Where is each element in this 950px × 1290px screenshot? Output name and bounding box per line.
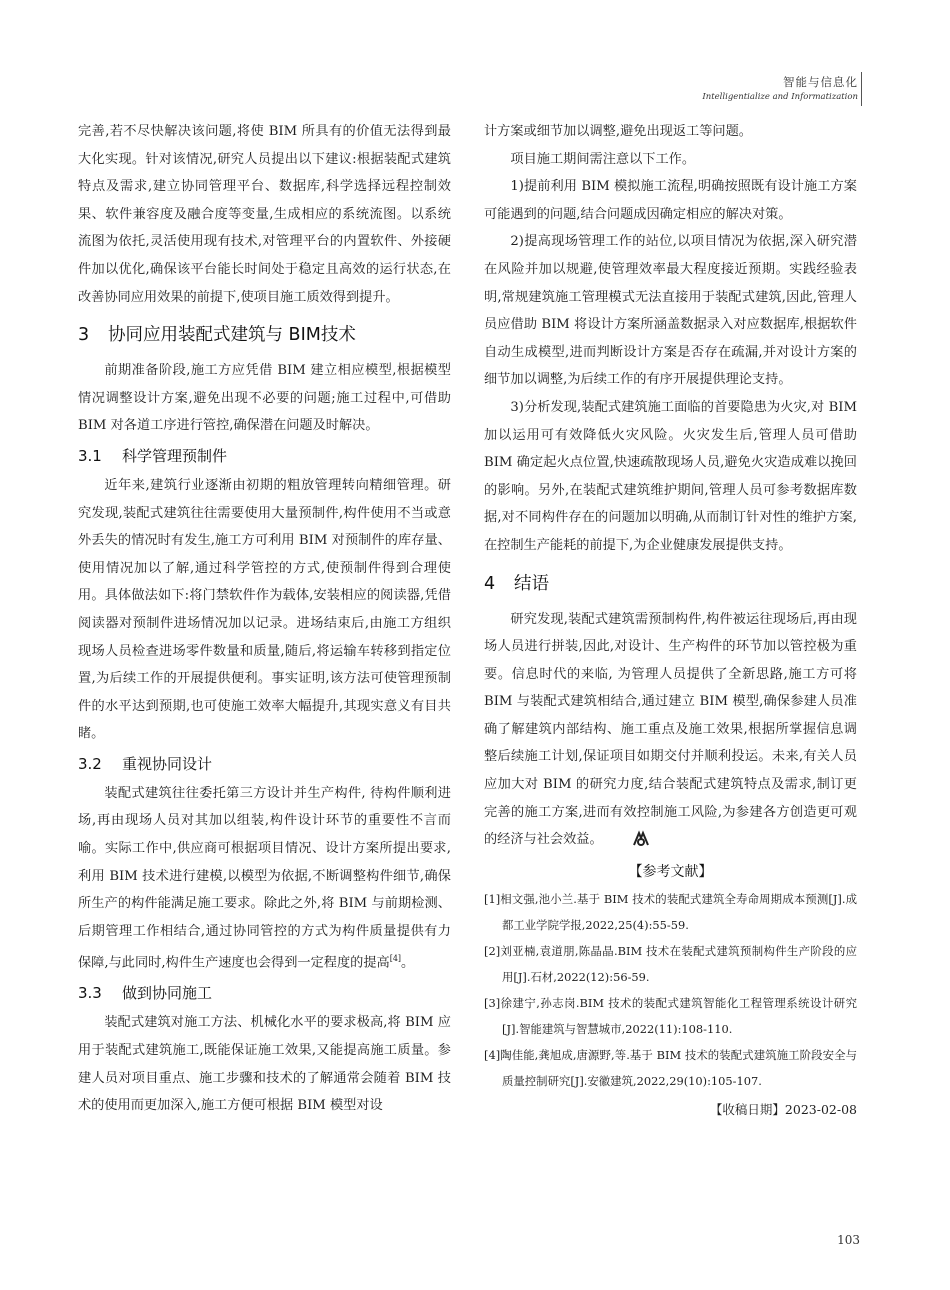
section-number: 3.3 xyxy=(78,984,102,1003)
continued-paragraph: 计方案或细节加以调整,避免出现返工等问题。 xyxy=(484,124,752,139)
list-intro: 项目施工期间需注意以下工作。 xyxy=(510,151,696,167)
reference-item: [4]陶佳能,龚旭成,唐源野,等.基于 BIM 技术的装配式建筑施工阶段安全与质量控制研究[J].安徽建筑,2022,29(10):105-107. xyxy=(484,1047,857,1088)
section-3-heading xyxy=(78,313,451,357)
section-number: 3.1 xyxy=(78,446,102,465)
section-title: 重视协同设计 xyxy=(122,754,213,773)
section-title: 结语 xyxy=(514,573,549,594)
section-title: 做到协同施工 xyxy=(122,984,213,1003)
journal-logo-icon xyxy=(605,829,651,858)
paragraph-text: 研究发现,装配式建筑需预制构件,构件被运往现场后,再由现场人员进行拼装,因此,对设计、生产构件的环节加以管控极为重要。信息时代的来临, 为管理人员提供了全新思路,施工方可将 BIM 与装配式建筑相结合,通过建立 BIM 模型,确保参建人员准确了解建筑内部结构、施工重点及施工效果,根据所掌握信息调整后续施工计划,保证项目如期交付并顺利投运。未来,有关人员应加大对 BIM 的研究力度,结合装配式建筑特点及需求,制订更完善的施工方案,进而有效控制施工风险,为参建各方创造更可观的经济与社会效益。 xyxy=(484,611,857,848)
section-number: 4 xyxy=(484,573,496,594)
section-3-2-heading xyxy=(78,748,451,780)
header-title-en: Intelligentialize and Informatization xyxy=(702,92,858,102)
reference-item: [3]徐建宁,孙志岗.BIM 技术的装配式建筑智能化工程管理系统设计研究[J].智能建筑与智慧城市,2022(11):108-110. xyxy=(484,995,857,1036)
section-3-paragraph: 前期准备阶段,施工方应凭借 BIM 建立相应模型,根据模型情况调整设计方案,避免出现不必要的问题;施工过程中,可借助 BIM 对各道工序进行管控,确保潜在问题及时解决。 xyxy=(78,363,451,434)
section-number: 3 xyxy=(78,325,90,346)
reference-item: [1]相文强,池小兰.基于 BIM 技术的装配式建筑全寿命周期成本预测[J].成都工业学院学报,2022,25(4):55-59. xyxy=(484,891,857,932)
section-3-1-heading xyxy=(78,440,451,472)
section-3-3-heading xyxy=(78,977,451,1009)
references-title: 【参考文献】 xyxy=(628,863,713,880)
section-number: 3.2 xyxy=(78,754,102,773)
section-3-3-paragraph: 装配式建筑对施工方法、机械化水平的要求极高,将 BIM 应用于装配式建筑施工,既能保证施工效果,又能提高施工质量。参建人员对项目重点、施工步骤和技术的了解通常会随着 BIM 技术的使用而更加深入,施工方便可根据 BIM 模型对设 xyxy=(78,1015,451,1114)
section-title: 科学管理预制件 xyxy=(122,446,228,465)
header-divider xyxy=(861,72,862,106)
header-title-cn: 智能与信息化 xyxy=(783,75,858,89)
reference-item: [2]刘亚楠,袁道朋,陈晶晶.BIM 技术在装配式建筑预制构件生产阶段的应用[J].石材,2022(12):56-59. xyxy=(484,943,857,984)
running-header xyxy=(702,74,858,104)
list-item-2: 2)提高现场管理工作的站位,以项目情况为依据,深入研究潜在风险并加以规避,使管理效率最大程度接近预期。实践经验表明,常规建筑施工管理模式无法直接用于装配式建筑,因此,管理人员应借助 BIM 将设计方案所涵盖数据录入对应数据库,根据软件自动生成模型,进而判断设计方案是否存在疏漏,并对设计方案的细节加以调整,为后续工作的有序开展提供理论支持。 xyxy=(484,234,857,388)
page-number: 103 xyxy=(837,1233,860,1247)
section-4-heading xyxy=(484,562,857,606)
conclusion-paragraph xyxy=(484,606,857,858)
section-title: 协同应用装配式建筑与 BIM技术 xyxy=(108,325,356,346)
list-item-1: 1)提前利用 BIM 模拟施工流程,明确按照既有设计施工方案可能遇到的问题,结合问题成因确定相应的解决对策。 xyxy=(484,179,857,222)
intro-paragraph: 完善,若不尽快解决该问题,将使 BIM 所具有的价值无法得到最大化实现。针对该情况,研究人员提出以下建议:根据装配式建筑特点及需求,建立协同管理平台、数据库,科学选择远程控制效果、软件兼容度及融合度等变量,生成相应的系统流图。以系统流图为依托,灵活使用现有技术,对管理平台的内置软件、外接硬件加以优化,确保该平台能长时间处于稳定且高效的运行状态,在改善协同应用效果的前提下,使项目施工质效得到提升。 xyxy=(78,124,451,305)
received-date: 【收稿日期】2023-02-08 xyxy=(709,1101,857,1117)
section-3-1-paragraph: 近年来,建筑行业逐渐由初期的粗放管理转向精细管理。研究发现,装配式建筑往往需要使用大量预制件,构件使用不当或意外丢失的情况时有发生,施工方可利用 BIM 对预制件的库存量、使用情况加以了解,通过科学管控的方式,使预制件得到合理使用。具体做法如下:将门禁软件作为载体,安装相应的阅读器,凭借阅读器对预制件进场情况加以记录。进场结束后,由施工方组织现场人员检查进场零件数量和质量,随后,将运输车转移到指定位置,为后续工作的开展提供便利。事实证明,该方法可使管理预制件的水平达到预期,也可使施工效率大幅提升,其现实意义有目共睹。 xyxy=(78,477,451,742)
citation-ref[interactable]: [4] xyxy=(389,954,402,964)
left-column xyxy=(78,118,451,1120)
list-item-3: 3)分析发现,装配式建筑施工面临的首要隐患为火灾,对 BIM 加以运用可有效降低火灾风险。火灾发生后,管理人员可借助 BIM 确定起火点位置,快速疏散现场人员,避免火灾造成难以挽回的影响。另外,在装配式建筑维护期间,管理人员可参考数据库数据,对不同构件存在的问题加以明确,从而制订针对性的维护方案,在控制生产能耗的前提下,为企业健康发展提供支持。 xyxy=(484,399,857,553)
paragraph-end: 。 xyxy=(401,955,415,971)
right-column xyxy=(484,118,857,1124)
section-3-2-paragraph xyxy=(78,780,451,978)
paragraph-text: 装配式建筑往往委托第三方设计并生产构件, 待构件顺利进场,再由现场人员对其加以组装,构件设计环节的重要性不言而喻。实际工作中,供应商可根据项目情况、设计方案所提出要求,利用 BIM 技术进行建模,以模型为依据,不断调整构件细节,确保所生产的构件能满足施工要求。除此之外,将 BIM 与前期检测、后期管理工作相结合,通过协同管控的方式为构件质量提供有力保障,与此同时,构件生产速度也会得到一定程度的提高 xyxy=(78,785,451,971)
references-list xyxy=(484,886,857,1094)
